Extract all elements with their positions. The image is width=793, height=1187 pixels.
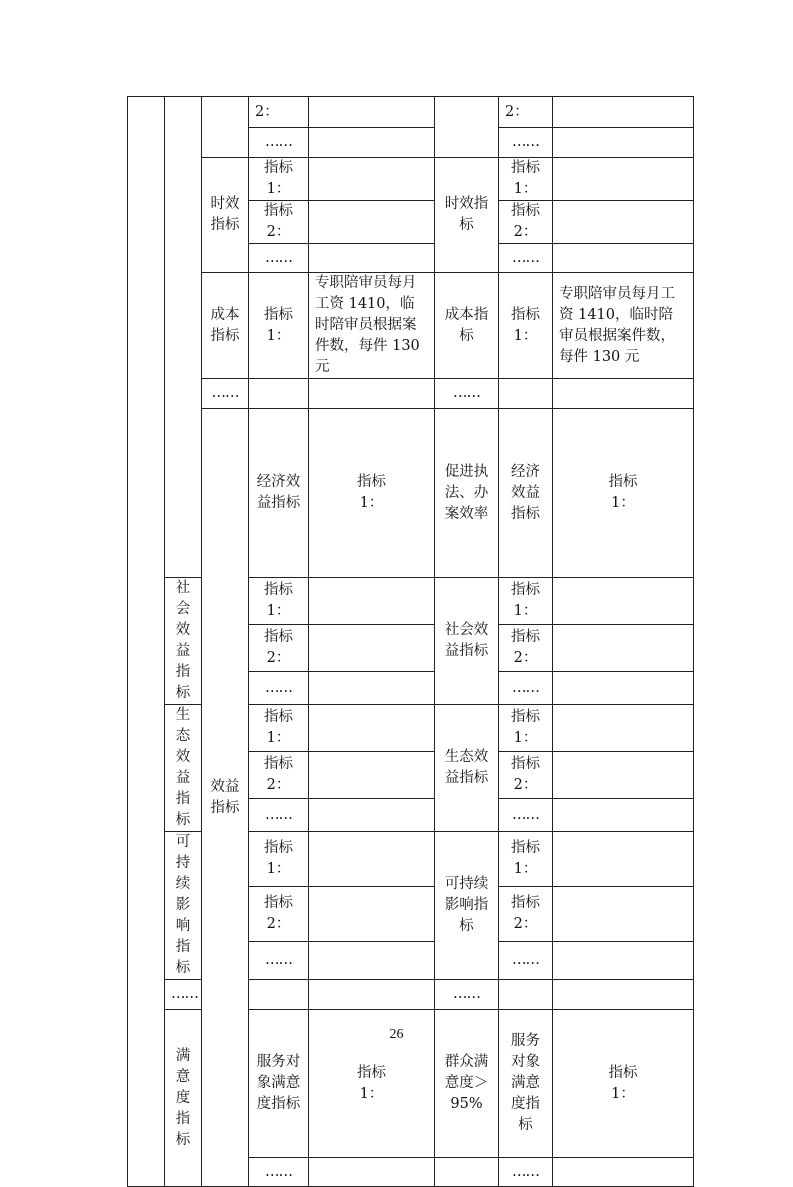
timeliness-indicator-label: 时效指标: [435, 158, 499, 273]
social-benefit-label: 社会效益指标: [435, 578, 499, 705]
economic-benefit-label: 经济效益指标: [499, 409, 553, 578]
ellipsis-cell: ……: [499, 941, 553, 979]
sustainability-impact-label: 可持续影响指标: [165, 832, 202, 980]
ellipsis-cell: ……: [249, 941, 309, 979]
indicator-word: 指标: [264, 582, 293, 599]
indicator-label: 2：: [249, 97, 309, 128]
social-benefit-label: 社会效益指标: [165, 578, 202, 705]
indicator-number: 2：: [266, 915, 291, 932]
indicator-number: 1：: [266, 327, 291, 344]
ellipsis-cell: ……: [249, 799, 309, 832]
indicator-label: [249, 201, 309, 244]
indicator-number: 2：: [513, 915, 538, 932]
cost-indicator-label: 成本指标: [435, 273, 499, 379]
indicator-word: 指标: [511, 582, 540, 599]
indicator-label: [249, 705, 309, 752]
indicator-label: [499, 578, 553, 625]
economic-benefit-label: 经济效益指标: [249, 409, 309, 578]
indicator-value-cell: [309, 752, 435, 799]
table-row: [128, 273, 694, 379]
indicator-number: 1：: [513, 181, 538, 197]
indicator-word: 指标: [264, 839, 293, 856]
table-row: [128, 409, 694, 578]
indicator-number: 1：: [266, 603, 291, 620]
indicator-label: [499, 886, 553, 941]
indicator-value-cell: [309, 625, 435, 672]
table-row: [128, 97, 694, 128]
indicator-word: 指标: [511, 160, 540, 176]
indicator-word: 指标: [511, 306, 540, 323]
indicator-number: 1：: [266, 860, 291, 877]
indicator-word: 指标: [357, 1064, 386, 1081]
satisfaction-value: 群众满意度＞95%: [435, 1010, 499, 1158]
indicator-label: [249, 832, 309, 887]
indicator-number: 1：: [513, 860, 538, 877]
indicator-value-cell: [553, 128, 694, 158]
indicator-value-cell: [435, 1158, 499, 1187]
indicator-label: [249, 273, 309, 379]
ellipsis-cell: ……: [435, 379, 499, 409]
ellipsis-cell: ……: [435, 980, 499, 1010]
indicator-label: [499, 752, 553, 799]
indicator-label: [553, 409, 694, 578]
indicator-word: 指标: [264, 629, 293, 646]
indicator-word: 指标: [511, 203, 540, 219]
output-category-cell: [165, 97, 202, 578]
indicator-label: [553, 1158, 694, 1187]
indicator-value-cell: [553, 97, 694, 128]
indicator-word: 指标: [264, 756, 293, 773]
indicator-label: [499, 980, 553, 1010]
cost-indicator-value: 专职陪审员每月工资 1410，临时陪审员根据案件数，每件 130 元: [309, 273, 435, 379]
indicator-label: [499, 832, 553, 887]
indicator-value-cell: [309, 832, 435, 887]
indicator-label: [249, 886, 309, 941]
benefit-indicator-category: 效益指标: [202, 409, 249, 1187]
satisfaction-indicator-category: 满意度指标: [165, 1010, 202, 1187]
economic-benefit-value: 促进执法、办案效率: [435, 409, 499, 578]
indicator-value-cell: [309, 244, 435, 273]
ellipsis-cell: ……: [249, 1158, 309, 1187]
indicator-value-cell: [309, 158, 435, 201]
indicator-word: 指标: [264, 709, 293, 726]
indicator-number: 1：: [611, 495, 635, 511]
ellipsis-cell: ……: [249, 128, 309, 158]
indicator-subtype-cell: [202, 97, 249, 158]
table-row: [128, 158, 694, 201]
indicator-label: [249, 752, 309, 799]
indicator-value-cell: [309, 379, 435, 409]
indicator-value-cell: [309, 128, 435, 158]
indicator-value-cell: [309, 886, 435, 941]
indicator-label: [249, 158, 309, 201]
ellipsis-cell: ……: [249, 672, 309, 705]
indicator-word: 指标: [608, 1064, 638, 1081]
indicator-number: 1：: [266, 181, 291, 197]
indicator-word: 指标: [511, 756, 540, 773]
indicator-value-cell: [309, 201, 435, 244]
indicator-word: 指标: [264, 203, 293, 219]
indicator-number: 1：: [359, 1085, 384, 1102]
indicator-word: 指标: [511, 709, 540, 726]
indicator-number: 2：: [266, 650, 291, 667]
ellipsis-cell: ……: [499, 799, 553, 832]
indicator-value-cell: [309, 672, 435, 705]
indicator-label: [499, 201, 553, 244]
indicator-value-cell: [309, 980, 435, 1010]
indicator-label: [499, 705, 553, 752]
indicator-value-cell: [553, 379, 694, 409]
indicator-number: 1：: [513, 603, 538, 620]
indicator-word: 指标: [357, 474, 386, 490]
indicator-word: 指标: [511, 894, 540, 911]
indicator-value-cell: [309, 705, 435, 752]
ellipsis-cell: ……: [499, 128, 553, 158]
indicator-value-cell: [553, 625, 694, 672]
ellipsis-cell: ……: [499, 244, 553, 273]
ellipsis-cell: ……: [499, 1158, 553, 1187]
service-satisfaction-label: 服务对象满意度指标: [249, 1010, 309, 1158]
indicator-number: 2：: [266, 777, 291, 794]
indicator-value-cell: [553, 980, 694, 1010]
indicator-number: 2：: [513, 650, 538, 667]
indicator-value-cell: [553, 941, 694, 979]
indicator-label: [499, 379, 553, 409]
indicator-label: [499, 625, 553, 672]
indicator-value-cell: [553, 158, 694, 201]
indicator-number: 1：: [266, 730, 291, 747]
indicator-value-cell: [309, 578, 435, 625]
table-row: [128, 379, 694, 409]
ellipsis-cell: ……: [202, 379, 249, 409]
indicator-label: [309, 1158, 435, 1187]
indicator-subtype-cell: [435, 97, 499, 158]
indicator-number: 1：: [513, 327, 538, 344]
indicator-value-cell: [553, 799, 694, 832]
ellipsis-cell: ……: [499, 672, 553, 705]
indicator-number: 1：: [513, 730, 538, 747]
indicator-word: 指标: [264, 160, 293, 176]
sustainability-impact-label: 可持续影响指标: [435, 832, 499, 980]
indicator-label: [249, 980, 309, 1010]
indicator-label: [249, 625, 309, 672]
performance-indicator-table: [127, 96, 694, 1187]
indicator-label: [499, 273, 553, 379]
indicator-label: [249, 379, 309, 409]
indicator-value-cell: [309, 97, 435, 128]
ellipsis-cell: ……: [249, 244, 309, 273]
timeliness-indicator-label: 时效指标: [202, 158, 249, 273]
indicator-number: 2：: [266, 224, 291, 240]
indicator-number: 1：: [611, 1085, 635, 1102]
indicator-value-cell: [553, 705, 694, 752]
ellipsis-cell: ……: [165, 980, 202, 1010]
outer-category-cell: [128, 97, 165, 1187]
indicator-value-cell: [553, 832, 694, 887]
indicator-value-cell: [553, 672, 694, 705]
indicator-number: 2：: [513, 777, 538, 794]
indicator-word: 指标: [511, 839, 540, 856]
cost-indicator-value: 专职陪审员每月工资 1410，临时陪审员根据案件数，每件 130 元: [553, 273, 694, 379]
cost-indicator-label: 成本指标: [202, 273, 249, 379]
service-satisfaction-label: 服务对象满意度指标: [499, 1010, 553, 1158]
indicator-word: 指标: [608, 474, 638, 490]
indicator-word: 指标: [264, 894, 293, 911]
indicator-label: [309, 409, 435, 578]
indicator-label: 2：: [499, 97, 553, 128]
page-number: 26: [389, 1027, 404, 1042]
indicator-value-cell: [553, 201, 694, 244]
indicator-number: 1：: [359, 495, 384, 511]
ecological-benefit-label: 生态效益指标: [435, 705, 499, 832]
indicator-value-cell: [553, 578, 694, 625]
indicator-value-cell: [309, 799, 435, 832]
indicator-value-cell: [553, 244, 694, 273]
indicator-number: 2：: [513, 224, 538, 240]
indicator-word: 指标: [264, 306, 293, 323]
indicator-value-cell: [553, 752, 694, 799]
indicator-label: [499, 158, 553, 201]
ecological-benefit-label: 生态效益指标: [165, 705, 202, 832]
indicator-value-cell: [309, 941, 435, 979]
indicator-value-cell: [553, 886, 694, 941]
indicator-label: [249, 578, 309, 625]
indicator-word: 指标: [511, 629, 540, 646]
